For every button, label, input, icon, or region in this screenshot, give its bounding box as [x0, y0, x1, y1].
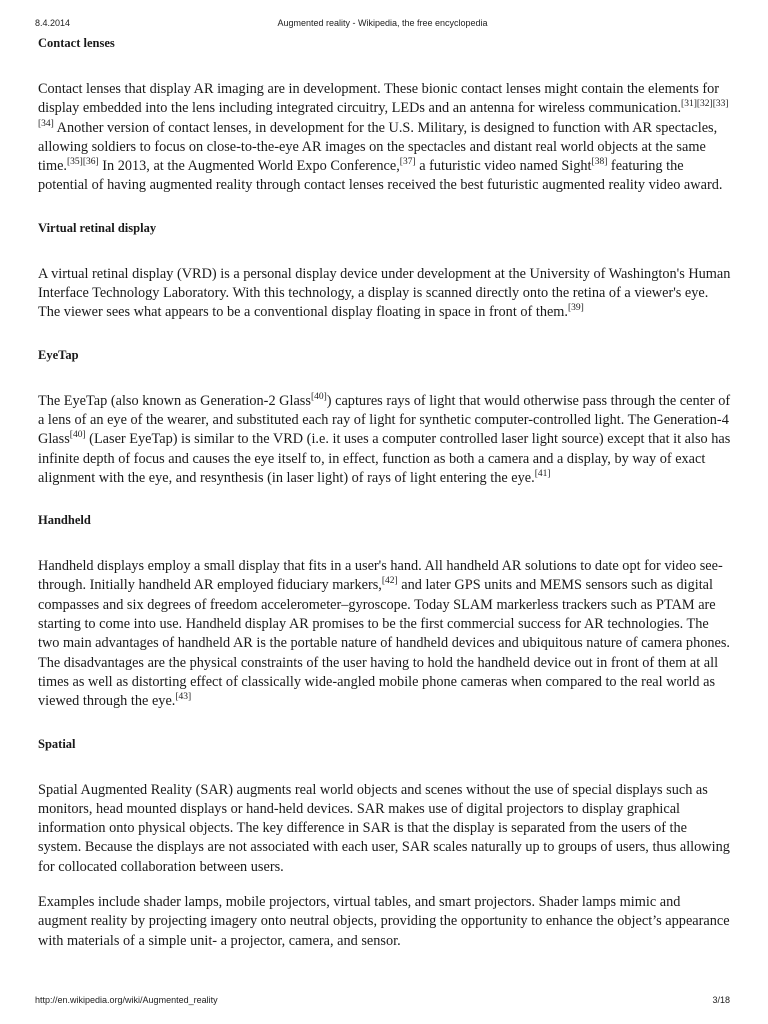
text-segment: Another version of contact lenses, in development for the U.S. Military, is designed to function with AR spectacles, allowing soldiers to focus on close-to-the-eye AR images on the spectacles and distant real world objects at the same time.	[38, 119, 718, 175]
print-page-number: 3/18	[712, 995, 730, 1005]
print-url[interactable]: http://en.wikipedia.org/wiki/Augmented_reality	[35, 995, 218, 1005]
print-date: 8.4.2014	[35, 18, 71, 28]
text-segment: A virtual retinal display (VRD) is a personal display device under development at the University of Washington's Human Interface Technology Laboratory. With this technology, a display is scanned directly onto the retina of a viewer's eye. The viewer sees what appears to be a conventional display floating in space in front of them.	[38, 265, 731, 321]
text-segment: The EyeTap (also known as Generation-2 Glass	[38, 392, 311, 409]
text-segment: Handheld displays employ a small display that fits in a user's hand. All handheld AR solutions to date opt for video see-through. Initially handheld AR employed fiduciary markers,	[38, 558, 723, 594]
citation-link[interactable]: [31][32][33][34]	[38, 99, 729, 129]
section-heading-eyetap: EyeTap	[38, 347, 79, 362]
text-segment: (Laser EyeTap) is similar to the VRD (i.e. it uses a computer controlled laser light source) except that it also has infinite depth of focus and causes the eye itself to, in effect, function as both a camera and a display, by way of exact alignment with the eye, and resynthesis (in laser light) of rays of light entering the eye.	[38, 431, 731, 486]
paragraph-eyetap	[38, 392, 733, 488]
section-heading-handheld: Handheld	[38, 513, 91, 528]
print-header	[35, 18, 730, 28]
print-title: Augmented reality - Wikipedia, the free encyclopedia	[277, 18, 488, 28]
paragraph-spatial-1: Spatial Augmented Reality (SAR) augments real world objects and scenes without the use of special displays such as monitors, head mounted displays or hand-held devices. SAR makes use of digital projectors to display graphical information onto physical objects. The key difference in SAR is that the display is separated from the users of the system. Because the displays are not associated with each user, SAR scales naturally up to groups of users, thus allowing for collocated collaboration between users.	[38, 781, 730, 875]
paragraph-spatial-2: Examples include shader lamps, mobile projectors, virtual tables, and smart projectors. Shader lamps mimic and augment reality by projecting imagery onto neutral objects, providing the opportunity to enhance the object’s appearance with materials of a simple unit- a projector, camera, and sensor.	[38, 894, 730, 949]
text-segment: Contact lenses that display AR imaging are in development. These bionic contact lenses might contain the elements for display embedded into the lens including integrated circuitry, LEDs and an antenna for wireless communication.	[38, 81, 720, 117]
citation-link[interactable]: [38]	[591, 157, 608, 168]
article-content	[38, 35, 733, 975]
text-segment: ) captures rays of light that would otherwise pass through the center of a lens of an eye of the wearer, and substituted each ray of light for synthetic computer-controlled light. The Generation-4 Glass	[38, 392, 731, 448]
citation-link[interactable]: [40]	[310, 391, 327, 402]
paragraph-contact-lenses	[38, 80, 733, 196]
citation-link[interactable]: [43]	[175, 692, 192, 703]
text-segment: featuring the potential of having augmented reality through contact lenses received the best futuristic augmented reality video award.	[38, 158, 723, 194]
citation-link[interactable]: [42]	[381, 576, 398, 587]
citation-link[interactable]: [35][36]	[67, 157, 99, 168]
paragraph-handheld	[38, 557, 733, 711]
text-segment: a futuristic video named Sight	[415, 158, 592, 175]
citation-link[interactable]: [41]	[534, 469, 551, 480]
section-heading-contact-lenses: Contact lenses	[38, 36, 115, 50]
paragraph-virtual-retinal-display	[38, 265, 733, 323]
print-footer	[35, 995, 730, 1005]
citation-link[interactable]: [37]	[399, 157, 416, 168]
citation-link[interactable]: [40]	[69, 430, 86, 441]
text-segment: In 2013, at the Augmented World Expo Conference,	[98, 158, 400, 175]
text-segment: and later GPS units and MEMS sensors such as digital compasses and six degrees of freedom accelerometer–gyroscope. Today SLAM markerless trackers such as PTAM are starting to come into use. Handheld display AR promises to be the first commercial success for AR technologies. The two main advantages of handheld AR is the portable nature of handheld devices and ubiquitous nature of camera phones. The disadvantages are the physical constraints of the user having to hold the handheld device out in front of them at all times as well as distorting effect of classically wide-angled mobile phone cameras when compared to the real world as viewed through the eye.	[38, 577, 731, 710]
section-heading-spatial: Spatial	[38, 736, 76, 751]
section-heading-virtual-retinal-display: Virtual retinal display	[38, 220, 157, 235]
citation-link[interactable]: [39]	[568, 303, 584, 314]
